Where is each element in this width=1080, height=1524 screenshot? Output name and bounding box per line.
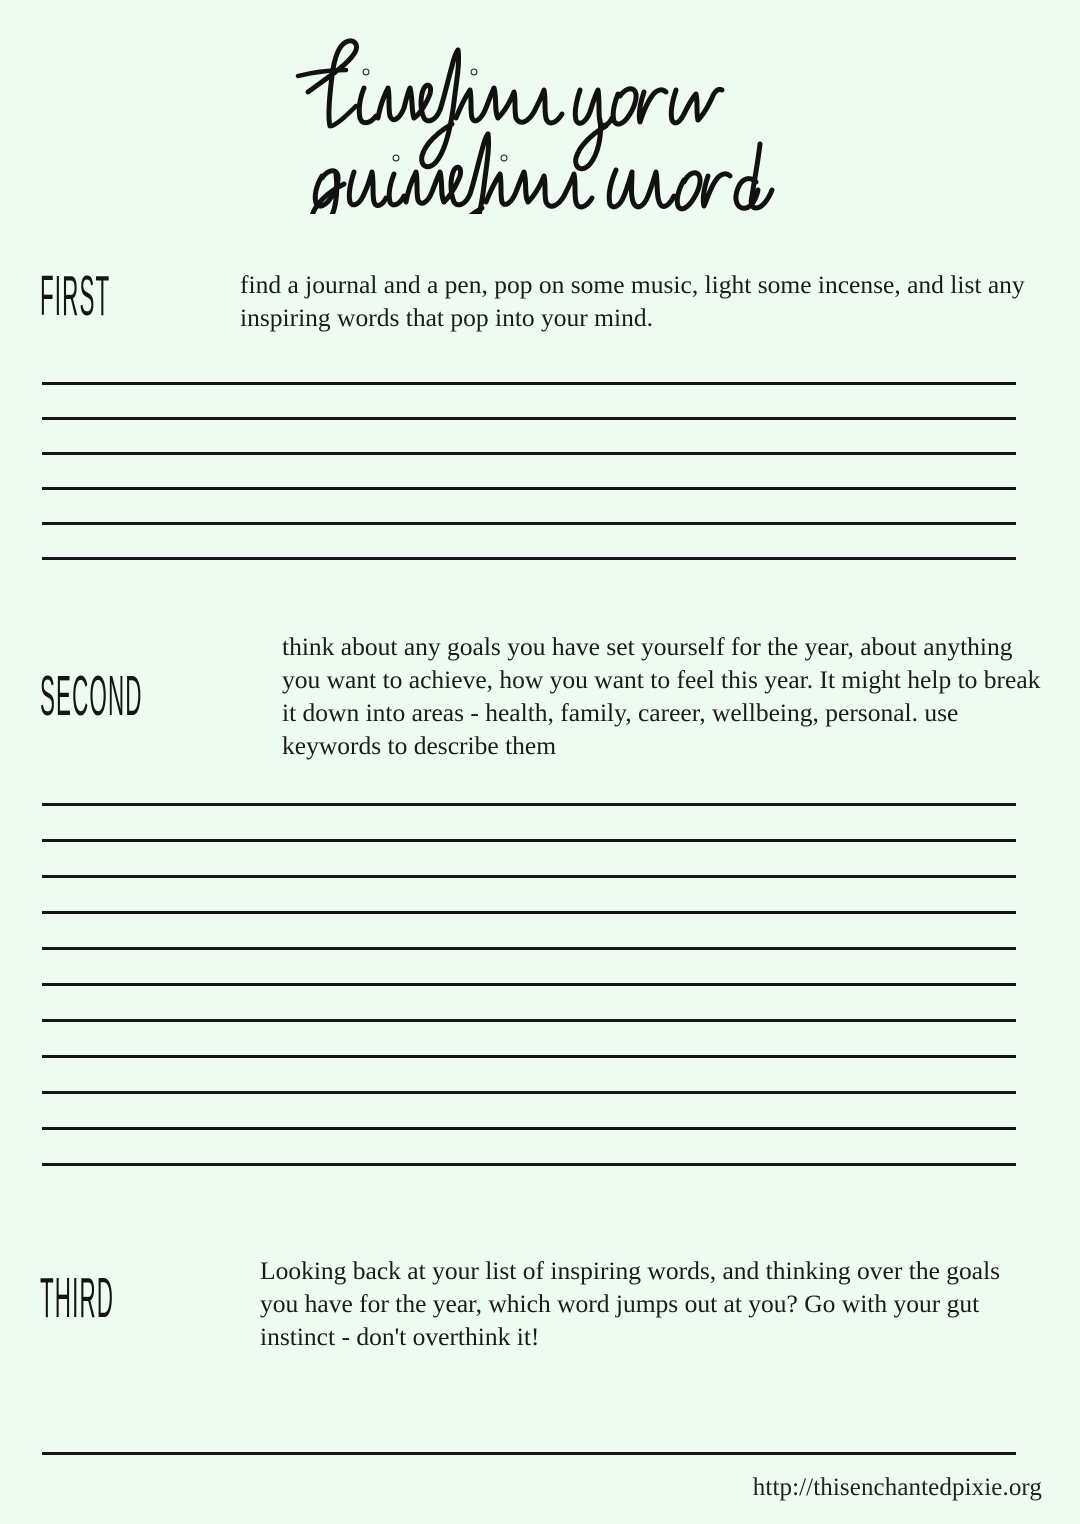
writing-line[interactable] [42, 557, 1016, 560]
step-first [40, 265, 1040, 334]
writing-line[interactable] [42, 1163, 1016, 1166]
step-second [40, 630, 1055, 763]
step-second-label [40, 665, 172, 728]
step-second-instructions: think about any goals you have set yourself for the year, about anything you want to achieve, how you want to feel this year. It might help to break it down into areas - health, family, career, wellbeing, personal. use keywords to describe them [282, 632, 1041, 761]
writing-line[interactable] [42, 803, 1016, 806]
writing-line[interactable] [42, 875, 1016, 878]
writing-lines-group-one [42, 382, 1016, 592]
step-first-label [40, 265, 150, 328]
writing-line[interactable] [42, 1055, 1016, 1058]
step-third-instructions: Looking back at your list of inspiring words, and thinking over the goals you have for the year, which word jumps out at you? Go with your gut instinct - don't overthink it! [260, 1256, 1001, 1352]
writing-line[interactable] [42, 947, 1016, 950]
step-second-label-text: SECOND [40, 665, 143, 728]
step-third-label [40, 1267, 162, 1330]
writing-line[interactable] [42, 1452, 1016, 1455]
writing-line[interactable] [42, 417, 1016, 420]
writing-line[interactable] [42, 839, 1016, 842]
writing-line[interactable] [42, 487, 1016, 490]
writing-line[interactable] [42, 452, 1016, 455]
writing-line[interactable] [42, 1091, 1016, 1094]
step-first-label-text: FIRST [40, 265, 111, 328]
writing-line[interactable] [42, 911, 1016, 914]
step-third [40, 1254, 1040, 1353]
writing-line[interactable] [42, 1019, 1016, 1022]
page-title [0, 14, 1080, 214]
writing-line[interactable] [42, 1127, 1016, 1130]
step-first-instructions: find a journal and a pen, pop on some music, light some incense, and list any inspiring words that pop into your mind. [240, 270, 1025, 333]
writing-line[interactable] [42, 983, 1016, 986]
writing-line[interactable] [42, 382, 1016, 385]
writing-line[interactable] [42, 522, 1016, 525]
title-handwriting [280, 14, 800, 214]
step-third-label-text: THIRD [40, 1267, 115, 1330]
writing-lines-group-two [42, 803, 1016, 1199]
footer-url[interactable]: http://thisenchantedpixie.org [752, 1474, 1042, 1501]
